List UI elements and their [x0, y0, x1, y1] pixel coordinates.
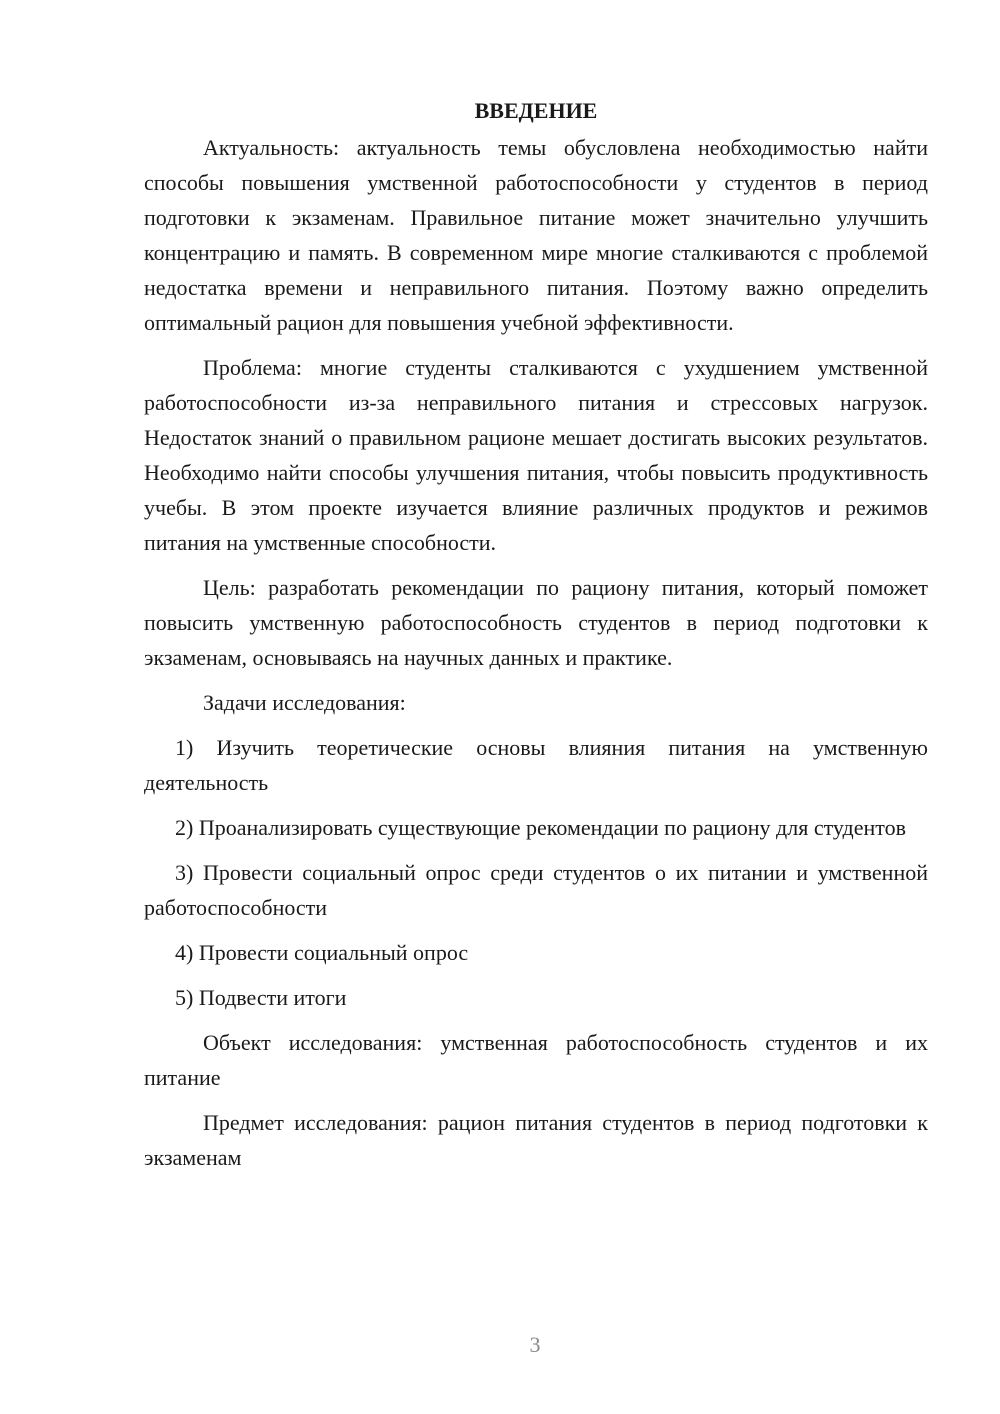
task-item: 4) Провести социальный опрос [175, 940, 469, 965]
goal-paragraph: Цель: разработать рекомендации по рациону питания, который поможет повысить умственную работоспособность студентов в период подготовки к экзаменам, основываясь на научных данных и практике. [144, 575, 928, 670]
object-paragraph: Объект исследования: умственная работоспособность студентов и их питание [144, 1030, 928, 1090]
task-item: 1) Изучить теоретические основы влияния питания на умственную деятельность [144, 735, 928, 795]
page-number: 3 [529, 1332, 541, 1357]
task-item: 5) Подвести итоги [175, 985, 347, 1010]
problem-paragraph: Проблема: многие студенты сталкиваются с ухудшением умственной работоспособности из-за неправильного питания и стрессовых нагрузок. Недостаток знаний о правильном рационе мешает достигать высоких результатов. Необходимо найти способы улучшения питания, чтобы повысить продуктивность учебы. В этом проекте изучается влияние различных продуктов и режимов питания на умственные способности. [144, 355, 928, 555]
document-page [144, 96, 928, 1185]
task-item: 3) Провести социальный опрос среди студентов о их питании и умственной работоспособности [144, 860, 928, 920]
task-item: 2) Проанализировать существующие рекомендации по рациону для студентов [175, 815, 906, 840]
relevance-paragraph: Актуальность: актуальность темы обусловлена необходимостью найти способы повышения умственной работоспособности у студентов в период подготовки к экзаменам. Правильное питание может значительно улучшить концентрацию и память. В современном мире многие сталкиваются с проблемой недостатка времени и неправильного питания. Поэтому важно определить оптимальный рацион для повышения учебной эффективности. [144, 135, 928, 335]
subject-paragraph: Предмет исследования: рацион питания студентов в период подготовки к экзаменам [144, 1110, 928, 1170]
section-title: ВВЕДЕНИЕ [474, 98, 598, 123]
tasks-heading: Задачи исследования: [203, 690, 406, 715]
